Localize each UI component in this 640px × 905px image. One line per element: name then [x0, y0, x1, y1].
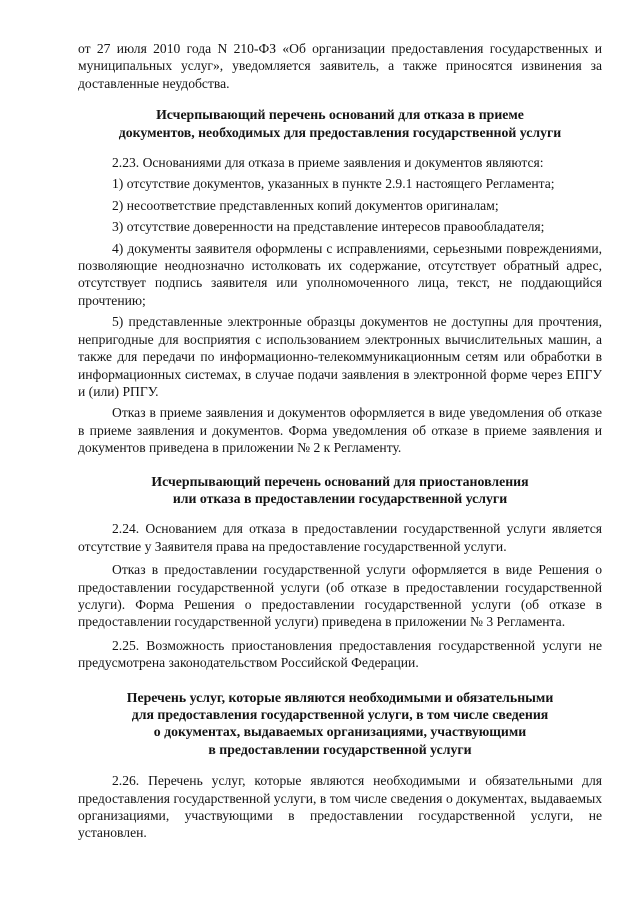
heading-line: или отказа в предоставлении государственной услуги [172, 490, 508, 506]
heading-suspension-refusal [78, 473, 602, 508]
heading-line: Исчерпывающий перечень оснований для приостановления [151, 473, 529, 489]
clause-2-25: 2.25. Возможность приостановления предоставления государственной услуги не предусмотрена законодательством Российской Федерации. [78, 637, 602, 671]
clause-2-23: 2.23. Основаниями для отказа в приеме заявления и документов являются: [112, 155, 544, 171]
list-item-1: 1) отсутствие документов, указанных в пункте 2.9.1 настоящего Регламента; [112, 176, 555, 192]
list-item-5: 5) представленные электронные образцы документов не доступны для прочтения, непригодные для восприятия с использованием электронных вычислительных машин, а также для передачи по информационно-телекоммуникационным сетям или обработки в информационных системах, в случае подачи заявления в электронной форме через ЕПГУ и (или) РПГУ. [78, 314, 602, 399]
intro-paragraph: от 27 июля 2010 года N 210-ФЗ «Об организации предоставления государственных и муниципальных услуг», уведомляется заявитель, а также приносятся извинения за доставленные неудобства. [78, 41, 602, 91]
clause-2-24: 2.24. Основанием для отказа в предоставлении государственной услуги является отсутствие у Заявителя права на предоставление государственной услуги. [78, 521, 602, 554]
refusal-decision-paragraph: Отказ в предоставлении государственной услуги оформляется в виде Решения о предоставлении государственной услуги (об отказе в предоставлении государственной услуги). Форма Решения о предоставлении государственной услуги (об отказе в предоставлении государственной услуги) приведена в приложении № 3 Регламента. [78, 562, 602, 630]
list-item-2: 2) несоответствие представленных копий документов оригиналам; [112, 197, 499, 213]
refusal-form-paragraph: Отказ в приеме заявления и документов оформляется в виде уведомления об отказе в приеме заявления и документов. Форма уведомления об отказе в приеме заявления и документов приведена в приложении № 2 к Регламенту. [78, 405, 602, 456]
list-item-4: 4) документы заявителя оформлены с исправлениями, серьезными повреждениями, позволяющие неоднозначно истолковать их содержание, отсутствует обратный адрес, отсутствует подпись заявителя или уполномоченного лица, текст, не поддающийся прочтению; [78, 240, 602, 308]
heading-line: Перечень услуг, которые являются необходимыми и обязательными [126, 689, 554, 705]
document-page [78, 40, 602, 842]
clause-2-26: 2.26. Перечень услуг, которые являются необходимыми и обязательными для предоставления государственной услуги, в том числе сведения о документах, выдаваемых организациями, участвующими в предоставлении государственной услуги, не установлен. [78, 773, 602, 841]
heading-line: Исчерпывающий перечень оснований для отказа в приеме [156, 107, 524, 123]
heading-refusal-acceptance [78, 106, 602, 141]
heading-required-services [78, 689, 602, 759]
heading-line: о документах, выдаваемых организациями, участвующими [153, 724, 527, 740]
heading-line: в предоставлении государственной услуги [208, 741, 472, 757]
list-item-3: 3) отсутствие доверенности на представление интересов правообладателя; [112, 219, 545, 235]
heading-line: документов, необходимых для предоставления государственной услуги [118, 124, 562, 140]
heading-line: для предоставления государственной услуги, в том числе сведения [131, 707, 549, 722]
